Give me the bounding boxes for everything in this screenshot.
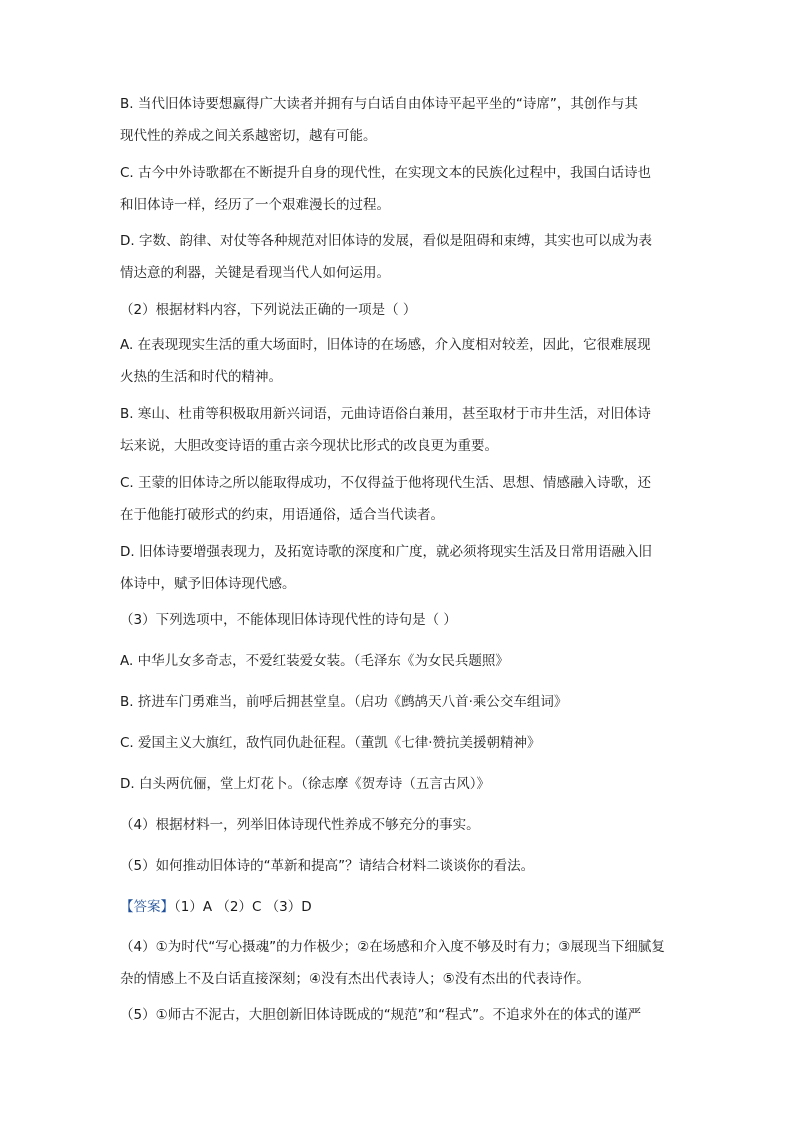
answer-choices: （1）A （2）C （3）D [174,899,312,915]
option-3c [120,727,680,759]
text-line: 坛来说，大胆改变诗语的重古亲今现状比形式的改良更为重要。 [120,438,498,454]
text-line: C. 爱国主义大旗红，敌忾同仇赴征程。（董凯《七律·赞抗美援朝精神》 [120,735,541,751]
text-line: 杂的情感上不及白话直接深刻；④没有杰出代表诗人；⑤没有杰出的代表诗作。 [120,971,590,987]
text-line: （3）下列选项中，不能体现旧体诗现代性的诗句是（ ） [120,612,457,628]
option-2c [120,467,680,531]
option-2a [120,329,680,393]
text-line: 和旧体诗一样，经历了一个艰难漫长的过程。 [120,197,390,213]
text-line: 现代性的养成之间关系越密切，越有可能。 [120,128,377,144]
text-line: 火热的生活和时代的精神。 [120,369,282,385]
text-line: B. 寒山、杜甫等积极取用新兴词语，元曲诗语俗白兼用，甚至取材于市井生活，对旧体诗 [120,406,651,422]
text-line: D. 旧体诗要增强表现力，及拓宽诗歌的深度和广度，就必须将现实生活及日常用语融入旧 [120,544,652,560]
option-2d [120,536,680,600]
answer-4 [120,931,680,995]
text-line: C. 王蒙的旧体诗之所以能取得成功，不仅得益于他将现代生活、思想、情感融入诗歌，还 [120,475,652,491]
text-line: 在于他能打破形式的约束，用语通俗，适合当代读者。 [120,507,444,523]
question-4 [120,809,680,841]
text-line: D. 字数、韵律、对仗等各种规范对旧体诗的发展，看似是阻碍和束缚，其实也可以成为表 [120,233,652,249]
text-line: D. 白头两伉俪，堂上灯花卜。（徐志摩《贺寿诗（五言古风）》 [120,776,490,792]
option-2b [120,398,680,462]
text-line: （5）①师古不泥古，大胆创新旧体诗既成的“规范”和“程式”。不追求外在的体式的谨严 [120,1007,642,1023]
question-5 [120,850,680,882]
text-line [120,891,680,923]
text-line: （2）根据材料内容，下列说法正确的一项是（ ） [120,302,417,318]
answer-label: 【答案】 [120,899,174,915]
answer-5 [120,999,680,1031]
text-line: A. 中华儿女多奇志，不爱红装爱女装。（毛泽东《为女民兵题照》 [120,653,509,669]
text-line: （4）①为时代“写心摄魂”的力作极少；②在场感和介入度不够及时有力；③展现当下细腻复 [120,939,665,955]
text-line: B. 挤进车门勇难当，前呼后拥甚堂皇。（启功《鹧鸪天八首·乘公交车组词》 [120,694,568,710]
text-line: 情达意的利器，关键是看现当代人如何运用。 [120,265,390,281]
text-line: （5）如何推动旧体诗的“革新和提高”？请结合材料二谈谈你的看法。 [120,858,535,874]
option-1c [120,157,680,221]
option-1d [120,225,680,289]
text-line: （4）根据材料一，列举旧体诗现代性养成不够充分的事实。 [120,817,480,833]
question-3 [120,604,680,636]
text-line: 体诗中，赋予旧体诗现代感。 [120,576,296,592]
answer-summary [120,891,680,923]
text-line: B. 当代旧体诗要想赢得广大读者并拥有与白话自由体诗平起平坐的“诗席”，其创作与其 [120,96,638,112]
question-2 [120,294,680,326]
option-3b [120,686,680,718]
option-3d [120,768,680,800]
text-line: A. 在表现现实生活的重大场面时，旧体诗的在场感，介入度相对较差，因此，它很难展现 [120,337,651,353]
option-3a [120,645,680,677]
text-line: C. 古今中外诗歌都在不断提升自身的现代性，在实现文本的民族化过程中，我国白话诗也 [120,165,652,181]
option-1b [120,88,680,152]
